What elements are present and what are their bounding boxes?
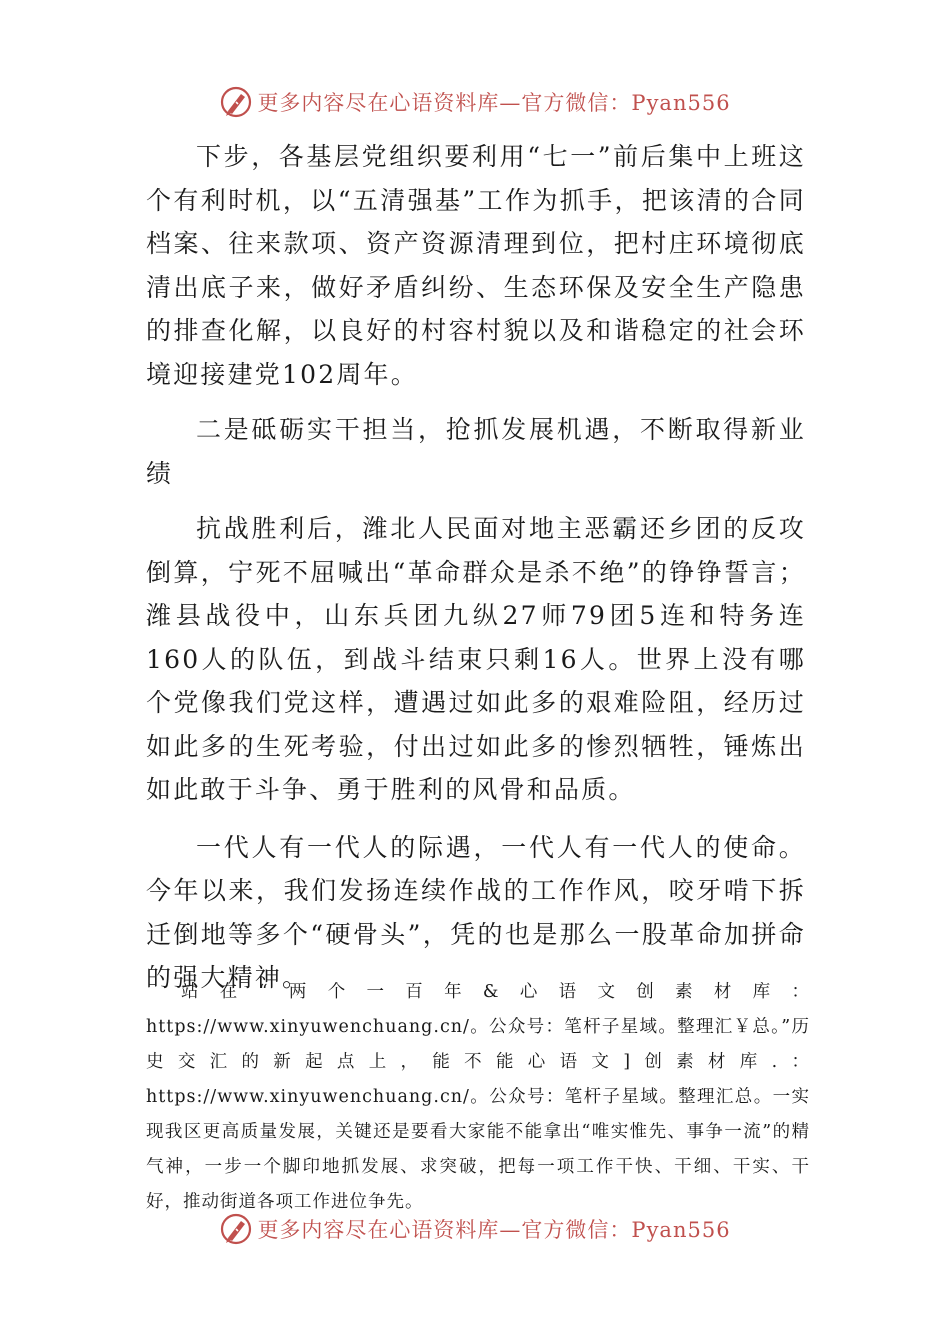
paragraph: 下步，各基层党组织要利用“七一”前后集中上班这个有利时机，以“五清强基”工作为抓手，把该清的合同档案、往来款项、资产资源清理到位，把村庄环境彻底清出底子来，做好矛盾纠纷、生态环保及安全生产隐患的排查化解，以良好的村容村貌以及和谐稳定的社会环境迎接建党102周年。 [146, 142, 806, 389]
header-banner-text: 更多内容尽在心语资料库—官方微信：Pyan556 [257, 91, 731, 115]
pen-nib-logo-icon [219, 1212, 253, 1246]
footnote-paragraph: 站在“两个一百年&心语文创素材库：https://www.xinyuwenchuang.cn/。公众号：笔杆子星域。整理汇￥总。”历史交汇的新起点上，能不能心语文]创素材库.：https://www.xinyuwenchuang.cn/。公众号：笔杆子星域。整理汇总。一实现我区更高质量发展，关键还是要看大家能不能拿出“唯实惟先、事争一流”的精气神，一步一个脚印地抓发展、求突破，把每一项工作干快、干细、干实、干好，推动街道各项工作进位争先。 [146, 982, 810, 1212]
section-heading: 二是砥砺实干担当，抢抓发展机遇，不断取得新业绩 [146, 415, 806, 488]
document-body [146, 135, 806, 1000]
header-banner [0, 82, 950, 122]
paragraph: 一代人有一代人的际遇，一代人有一代人的使命。今年以来，我们发扬连续作战的工作作风，咬牙啃下拆迁倒地等多个“硬骨头”，凭的也是那么一股革命加拼命的强大精神。 [146, 832, 806, 992]
footer-banner [0, 1209, 950, 1249]
footer-banner-text: 更多内容尽在心语资料库—官方微信：Pyan556 [257, 1218, 731, 1242]
pen-nib-logo-icon [219, 85, 253, 119]
paragraph: 抗战胜利后，潍北人民面对地主恶霸还乡团的反攻倒算，宁死不屈喊出“革命群众是杀不绝”的铮铮誓言；潍县战役中，山东兵团九纵27师79团5连和特务连160人的队伍，到战斗结束只剩16人。世界上没有哪个党像我们党这样，遭遇过如此多的艰难险阻，经历过如此多的生死考验，付出过如此多的惨烈牺牲，锤炼出如此敢于斗争、勇于胜利的风骨和品质。 [146, 514, 806, 804]
